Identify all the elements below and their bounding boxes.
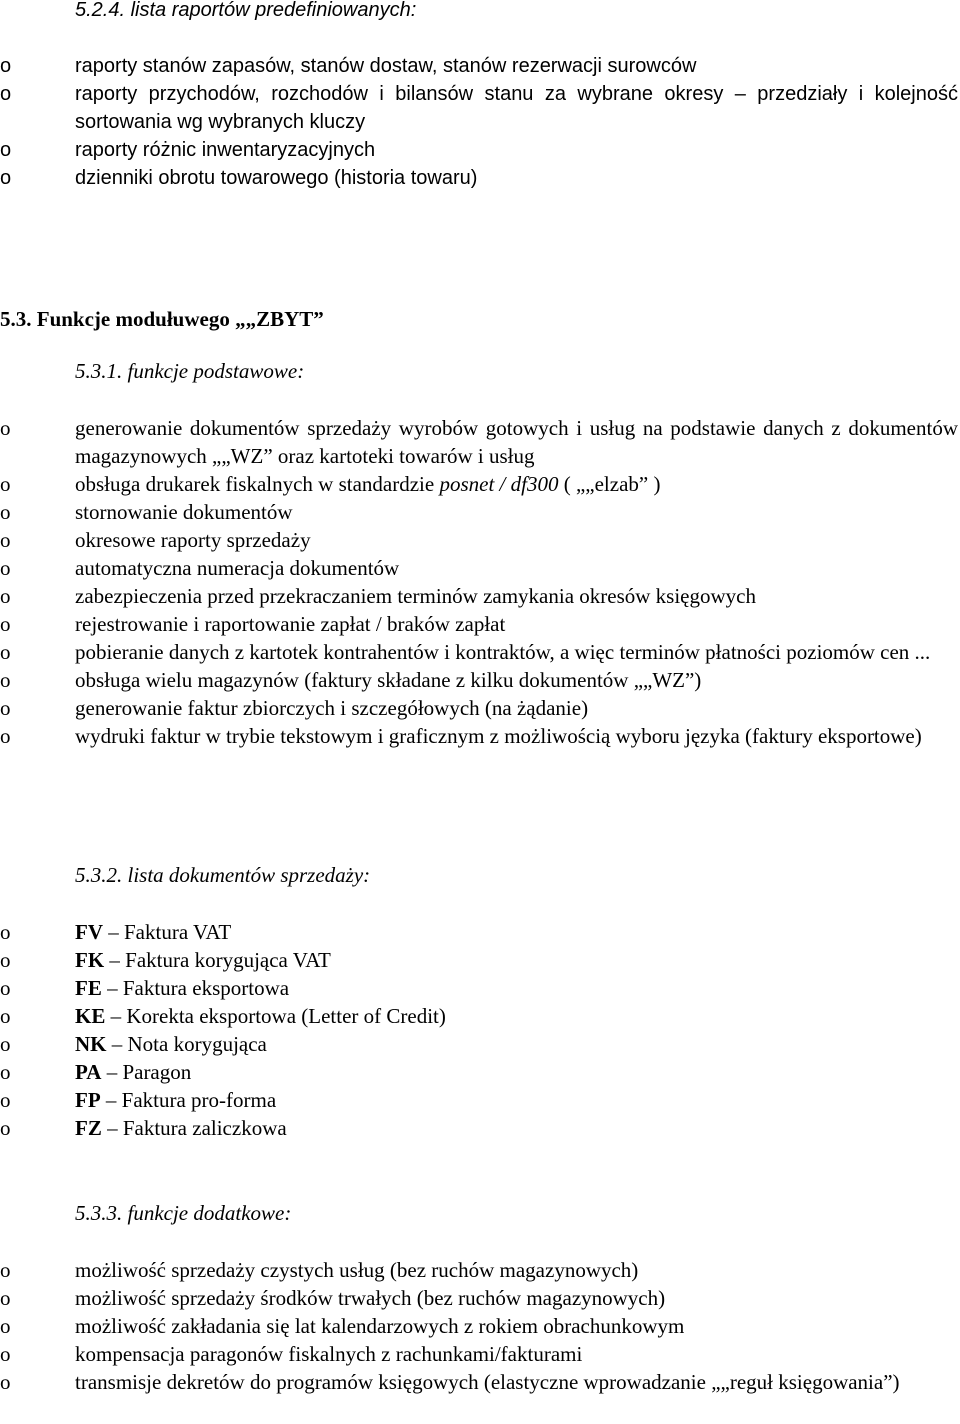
document-code: FE	[75, 976, 102, 1000]
bullet-marker: o	[0, 1032, 11, 1056]
document-code: FV	[75, 920, 103, 944]
list-item: o KE – Korekta eksportowa (Letter of Credit)	[0, 1004, 446, 1028]
list-item: o FK – Faktura korygująca VAT	[0, 948, 331, 972]
list-item: o NK – Nota korygująca	[0, 1032, 267, 1056]
document-code: NK	[75, 1032, 107, 1056]
bullet-marker: o	[0, 416, 11, 440]
bullet-marker: o	[0, 83, 12, 105]
list-item: o FP – Faktura pro-forma	[0, 1088, 277, 1112]
list-item: o generowanie faktur zbiorczych i szczegółowych (na żądanie)	[0, 696, 589, 720]
section-53-heading: 5.3. Funkcje modułuwego „„ZBYT”	[0, 307, 324, 331]
bullet-marker: o	[0, 1116, 11, 1140]
list-item: o FE – Faktura eksportowa	[0, 976, 290, 1000]
bullet-marker: o	[0, 500, 11, 524]
bullet-marker: o	[0, 1342, 11, 1366]
document-code: FZ	[75, 1116, 102, 1140]
list-item: o możliwość sprzedaży środków trwałych (bez ruchów magazynowych)	[0, 1286, 666, 1310]
bullet-marker: o	[0, 948, 11, 972]
bullet-marker: o	[0, 1314, 11, 1338]
section-524-heading: 5.2.4. lista raportów predefiniowanych:	[75, 0, 417, 21]
list-item: o okresowe raporty sprzedaży	[0, 528, 311, 552]
bullet-marker: o	[0, 556, 11, 580]
list-item: o dzienniki obrotu towarowego (historia towaru)	[0, 164, 960, 192]
list-item: o zabezpieczenia przed przekraczaniem terminów zamykania okresów księgowych	[0, 584, 756, 608]
list-item: o generowanie dokumentów sprzedaży wyrobów gotowych i usług na podstawie danych z dokumentów magazynowych „„WZ” oraz kartoteki towarów i usług	[0, 416, 958, 468]
list-item: o możliwość zakładania się lat kalendarzowych z rokiem obrachunkowym	[0, 1314, 685, 1338]
bullet-marker: o	[0, 528, 11, 552]
document-code: PA	[75, 1060, 102, 1084]
list-item: o raporty przychodów, rozchodów i bilansów stanu za wybrane okresy – przedziały i kolejność sortowania wg wybranych kluczy	[0, 80, 960, 136]
list-item: o automatyczna numeracja dokumentów	[0, 556, 400, 580]
document-code: FP	[75, 1088, 101, 1112]
bullet-marker: o	[0, 167, 12, 189]
list-item: o FV – Faktura VAT	[0, 920, 232, 944]
list-item: o raporty różnic inwentaryzacyjnych	[0, 136, 960, 164]
bullet-marker: o	[0, 1286, 11, 1310]
bullet-marker: o	[0, 584, 11, 608]
document-code: FK	[75, 948, 105, 972]
bullet-marker: o	[0, 1060, 11, 1084]
bullet-marker: o	[0, 1004, 11, 1028]
bullet-marker: o	[0, 696, 11, 720]
bullet-marker: o	[0, 1088, 11, 1112]
bullet-marker: o	[0, 139, 12, 161]
list-item: o FZ – Faktura zaliczkowa	[0, 1116, 287, 1140]
list-item: o pobieranie danych z kartotek kontrahentów i kontraktów, a więc terminów płatności poziomów cen ...	[0, 640, 931, 664]
bullet-marker: o	[0, 976, 11, 1000]
list-item: o obsługa drukarek fiskalnych w standardzie posnet / df300 ( „„elzab” )	[0, 472, 661, 496]
bullet-marker: o	[0, 724, 11, 748]
section-533-heading: 5.3.3. funkcje dodatkowe:	[75, 1201, 292, 1225]
section-532-heading: 5.3.2. lista dokumentów sprzedaży:	[75, 863, 371, 887]
list-item: o obsługa wielu magazynów (faktury składane z kilku dokumentów „„WZ”)	[0, 668, 702, 692]
bullet-marker: o	[0, 1370, 11, 1394]
list-item: o raporty stanów zapasów, stanów dostaw, stanów rezerwacji surowców	[0, 52, 960, 80]
document-code: KE	[75, 1004, 106, 1028]
bullet-marker: o	[0, 668, 11, 692]
bullet-marker: o	[0, 472, 11, 496]
section-532-list	[0, 918, 960, 1142]
bullet-marker: o	[0, 640, 11, 664]
section-531-heading: 5.3.1. funkcje podstawowe:	[75, 359, 305, 383]
list-item: o możliwość sprzedaży czystych usług (bez ruchów magazynowych)	[0, 1258, 639, 1282]
section-531-list	[0, 414, 960, 750]
bullet-marker: o	[0, 55, 12, 77]
list-item: o wydruki faktur w trybie tekstowym i graficznym z możliwością wyboru języka (faktury eksportowe)	[0, 724, 922, 748]
list-item: o rejestrowanie i raportowanie zapłat / braków zapłat	[0, 612, 506, 636]
section-533-list	[0, 1256, 960, 1396]
list-item: o kompensacja paragonów fiskalnych z rachunkami/fakturami	[0, 1342, 583, 1366]
list-item: o transmisje dekretów do programów księgowych (elastyczne wprowadzanie „„reguł księgowania”)	[0, 1370, 900, 1394]
list-item: o stornowanie dokumentów	[0, 500, 293, 524]
bullet-marker: o	[0, 1258, 11, 1282]
bullet-marker: o	[0, 920, 11, 944]
list-item: o PA – Paragon	[0, 1060, 192, 1084]
section-524-list	[0, 52, 960, 192]
bullet-marker: o	[0, 612, 11, 636]
